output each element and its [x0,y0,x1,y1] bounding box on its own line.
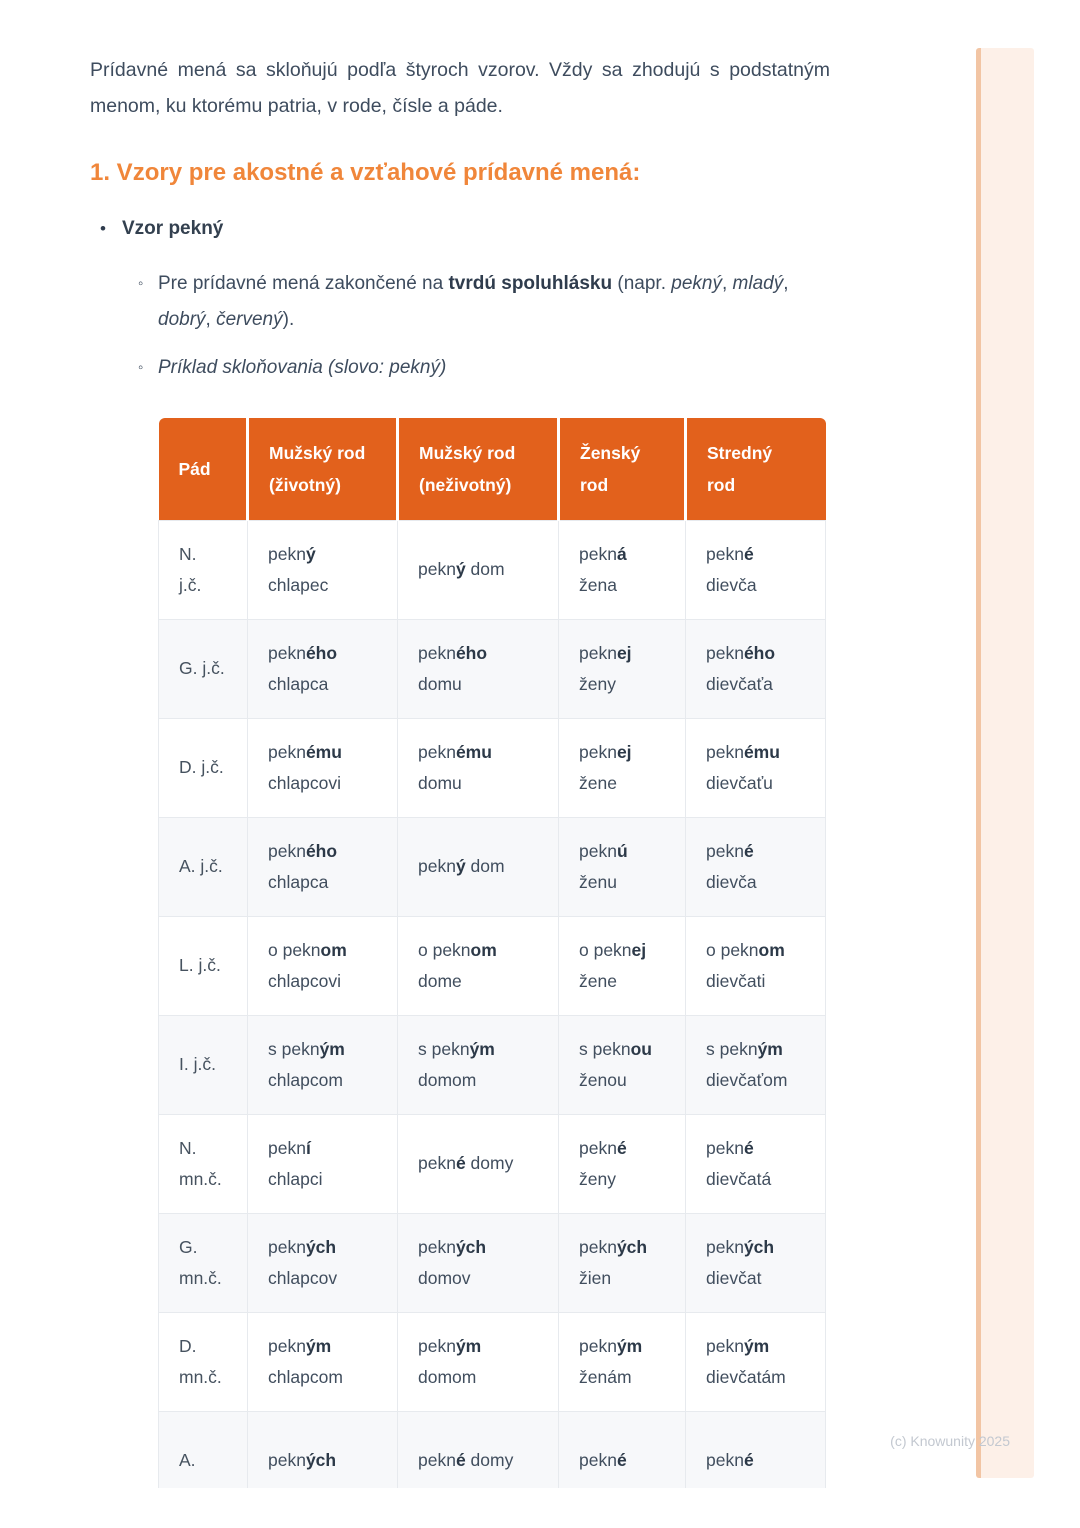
column-header: Mužský rod (neživotný) [398,418,559,520]
table-cell: pekného domu [398,619,559,718]
table-cell: pekného dievčaťa [686,619,826,718]
table-cell: peknému domu [398,718,559,817]
table-cell: s pekným chlapcom [248,1015,398,1114]
table-cell: pekného chlapca [248,817,398,916]
table-cell: peknú ženu [559,817,686,916]
table-cell: pekných žien [559,1213,686,1312]
sub-list-item-text: Pre prídavné mená zakončené na tvrdú spoluhlásku (napr. pekný, mladý, dobrý, červený). [158,273,789,330]
table-cell: pekné ženy [559,1114,686,1213]
row-label: N. j.č. [159,520,248,619]
table-cell: pekných [248,1411,398,1488]
table-row [159,1114,826,1213]
table-cell: pekné [559,1411,686,1488]
table-head [159,418,826,520]
column-header: Pád [159,418,248,520]
row-label: G. mn.č. [159,1213,248,1312]
table-cell: s pekným dievčaťom [686,1015,826,1114]
table-cell: pekné [686,1411,826,1488]
table-header-row [159,418,826,520]
intro-paragraph: Prídavné mená sa skloňujú podľa štyroch vzorov. Vždy sa zhodujú s podstatným menom, ku ktorému patria, v rode, čísle a páde. [90,59,830,117]
table-row [159,817,826,916]
row-label: N. mn.č. [159,1114,248,1213]
table-cell: pekný chlapec [248,520,398,619]
row-label: A. [159,1411,248,1488]
table-row [159,1411,826,1488]
sub-list-item [138,266,830,338]
list-item-label: Vzor pekný [122,218,224,239]
table-cell: peknému dievčaťu [686,718,826,817]
row-label: I. j.č. [159,1015,248,1114]
table-cell: o peknej žene [559,916,686,1015]
table-cell: pekné dievča [686,520,826,619]
table-cell: peknému chlapcovi [248,718,398,817]
section-heading: 1. Vzory pre akostné a vzťahové prídavné mená: [90,159,641,186]
row-label: L. j.č. [159,916,248,1015]
side-stripe [976,48,1034,1478]
table-cell: pekný dom [398,520,559,619]
bullet-circle-icon: ◦ [138,275,144,292]
page-content [90,0,830,1488]
bullet-circle-icon: ◦ [138,359,144,376]
declension-table-container [158,418,826,1488]
declension-table [158,418,826,1488]
table-cell: pekná žena [559,520,686,619]
table-row [159,1213,826,1312]
column-header: Ženský rod [559,418,686,520]
table-cell: o peknom dome [398,916,559,1015]
table-row [159,520,826,619]
table-row [159,1312,826,1411]
table-cell: pekné dievča [686,817,826,916]
column-header: Mužský rod (životný) [248,418,398,520]
sub-list-item [138,350,830,386]
row-label: D. mn.č. [159,1312,248,1411]
table-cell: o peknom chlapcovi [248,916,398,1015]
row-label: G. j.č. [159,619,248,718]
table-cell: peknej ženy [559,619,686,718]
bullet-dot-icon: • [100,219,106,238]
table-row [159,718,826,817]
table-cell: pekných dievčat [686,1213,826,1312]
table-row [159,916,826,1015]
table-cell: peknej žene [559,718,686,817]
sub-list-item-text: Príklad skloňovania (slovo: pekný) [158,357,447,378]
table-cell: pekné domy [398,1114,559,1213]
table-body [159,520,826,1488]
table-cell: pekné dievčatá [686,1114,826,1213]
table-cell: pekným chlapcom [248,1312,398,1411]
table-row [159,619,826,718]
list-item [100,216,830,242]
table-cell: pekný dom [398,817,559,916]
table-cell: s pekným domom [398,1015,559,1114]
copyright: (c) Knowunity 2025 [890,1433,1010,1449]
table-cell: pekného chlapca [248,619,398,718]
table-cell: pekní chlapci [248,1114,398,1213]
table-cell: s peknou ženou [559,1015,686,1114]
column-header: Stredný rod [686,418,826,520]
table-cell: pekné domy [398,1411,559,1488]
table-cell: o peknom dievčati [686,916,826,1015]
table-cell: pekných domov [398,1213,559,1312]
row-label: D. j.č. [159,718,248,817]
table-cell: pekným ženám [559,1312,686,1411]
table-row [159,1015,826,1114]
table-cell: pekným domom [398,1312,559,1411]
table-cell: pekným dievčatám [686,1312,826,1411]
row-label: A. j.č. [159,817,248,916]
table-cell: pekných chlapcov [248,1213,398,1312]
